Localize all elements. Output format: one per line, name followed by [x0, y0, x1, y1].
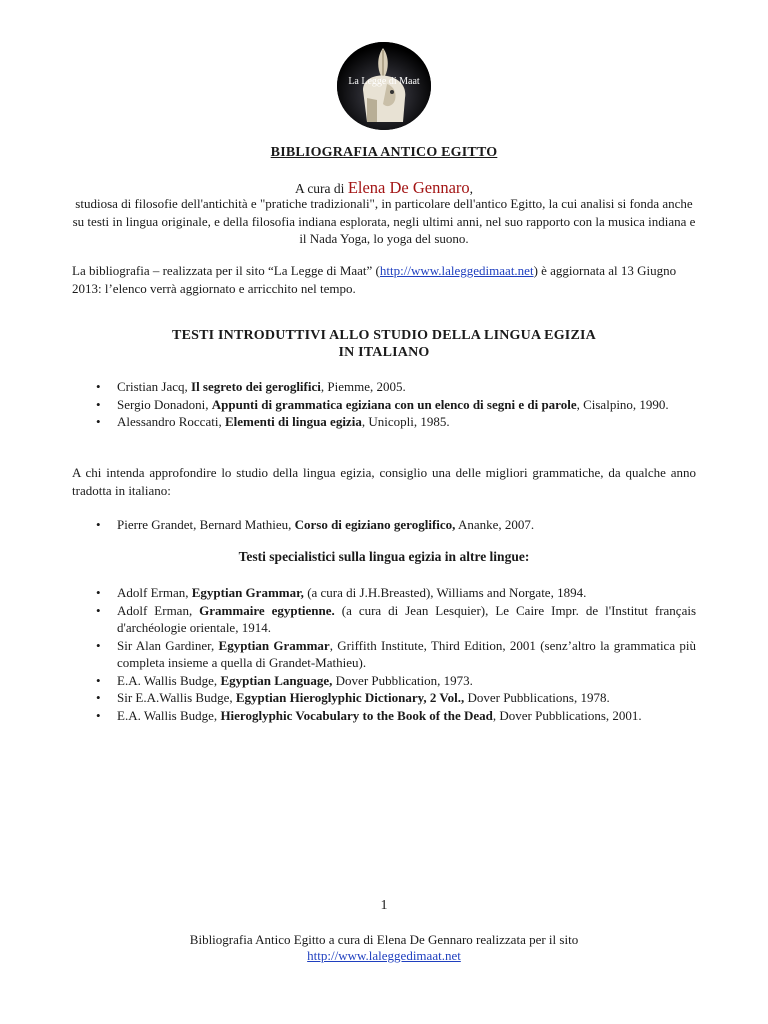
item-title: Egyptian Language, — [220, 672, 333, 688]
italian-texts-list — [96, 378, 696, 431]
item-publisher: Ananke, 2007. — [455, 517, 535, 532]
item-title: Corso di egiziano geroglifico, — [294, 517, 456, 532]
item-title: Egyptian Hieroglyphic Dictionary, 2 Vol., — [235, 690, 465, 705]
item-author: Alessandro Roccati, — [117, 414, 225, 429]
item-title: Hieroglyphic Vocabulary to the Book of the Dead — [220, 707, 493, 723]
list-item — [96, 413, 696, 431]
author-description: studiosa di filosofie dell'antichità e "pratiche tradizionali", in particolare dell'antico Egitto, la cui analisi si fonda anche su testi in lingua originale, e della filosofia indiana esplorata, negli ultimi anni, nel suo rapporto con la musica indiana e il Nada Yoga, lo yoga del suono. — [72, 196, 696, 246]
note-text-before: La bibliografia – realizzata per il sito “La Legge di Maat” ( — [72, 263, 380, 278]
item-author: Sir Alan Gardiner, — [117, 637, 219, 653]
item-title: Egyptian Grammar — [218, 637, 330, 653]
list-item — [96, 637, 696, 672]
item-author: Sir E.A.Wallis Budge, — [117, 690, 236, 705]
page-number: 1 — [380, 898, 388, 913]
page-footer — [0, 932, 768, 964]
item-author: Sergio Donadoni, — [117, 396, 212, 412]
item-publisher: , Unicopli, 1985. — [361, 414, 450, 429]
section-heading-line-1: TESTI INTRODUTTIVI ALLO STUDIO DELLA LINGUA EGIZIA — [172, 328, 596, 343]
footer-link[interactable]: http://www.laleggedimaat.net — [307, 948, 461, 963]
logo-caption: La Legge di Maat — [348, 76, 420, 87]
item-author: Cristian Jacq, — [117, 379, 192, 394]
item-title: Egyptian Grammar, — [191, 585, 304, 600]
item-publisher: (a cura di Jean Lesquier), Le Caire Impr. de l'Institut français d'archéologie orientale, 1914. — [117, 602, 697, 635]
list-item — [96, 396, 696, 414]
list-item — [96, 516, 696, 534]
list-item — [96, 707, 696, 725]
item-publisher: (a cura di J.H.Breasted), Williams and Norgate, 1894. — [303, 585, 587, 600]
site-link[interactable]: http://www.laleggedimaat.net — [379, 263, 534, 278]
specialist-texts-list — [96, 584, 696, 724]
list-item — [96, 689, 696, 707]
grammar-recommendation: A chi intenda approfondire lo studio della lingua egizia, consiglio una delle migliori grammatiche, da qualche anno tradotta in italiano: — [72, 465, 696, 498]
bibliography-note — [72, 262, 698, 297]
list-item — [96, 378, 696, 396]
item-publisher: , Griffith Institute, Third Edition, 2001 (senz’altro la grammatica più completa insieme a quella di Grandet-Mathieu). — [117, 637, 696, 670]
maat-logo — [337, 42, 431, 130]
section-heading-italian — [0, 327, 768, 361]
item-author: Pierre Grandet, Bernard Mathieu, — [117, 517, 295, 532]
item-author: Adolf Erman, — [117, 602, 200, 618]
item-publisher: Dover Pubblication, 1973. — [332, 672, 473, 688]
item-publisher: , Dover Pubblications, 2001. — [492, 707, 642, 723]
item-title: Appunti di grammatica egiziana con un elenco di segni e di parole — [211, 396, 577, 412]
item-author: Adolf Erman, — [117, 585, 192, 600]
list-item — [96, 672, 696, 690]
footer-text: Bibliografia Antico Egitto a cura di Elena De Gennaro realizzata per il sito — [189, 932, 579, 947]
list-item — [96, 602, 696, 637]
item-publisher: , Cisalpino, 1990. — [576, 396, 669, 412]
section-heading-line-2: IN ITALIANO — [338, 345, 430, 360]
specialist-texts-heading: Testi specialistici sulla lingua egizia in altre lingue: — [238, 549, 530, 564]
author-name: Elena De Gennaro — [347, 178, 470, 197]
list-item — [96, 584, 696, 602]
item-publisher: , Piemme, 2005. — [320, 379, 406, 394]
recommended-grammar-list — [96, 516, 696, 534]
curated-suffix: , — [469, 181, 474, 196]
item-author: E.A. Wallis Budge, — [117, 707, 221, 723]
item-publisher: Dover Pubblications, 1978. — [464, 690, 610, 705]
document-title: BIBLIOGRAFIA ANTICO EGITTO — [270, 145, 498, 160]
item-title: Grammaire egyptienne. — [199, 602, 335, 618]
note-text-after: ) è aggiornata al 13 Giugno 2013: l’elenco verrà aggiornato e arricchito nel tempo. — [72, 263, 677, 296]
curated-prefix: A cura di — [294, 181, 348, 196]
item-title: Il segreto dei geroglifici — [191, 379, 321, 394]
item-title: Elementi di lingua egizia — [224, 414, 362, 429]
item-author: E.A. Wallis Budge, — [117, 672, 221, 688]
